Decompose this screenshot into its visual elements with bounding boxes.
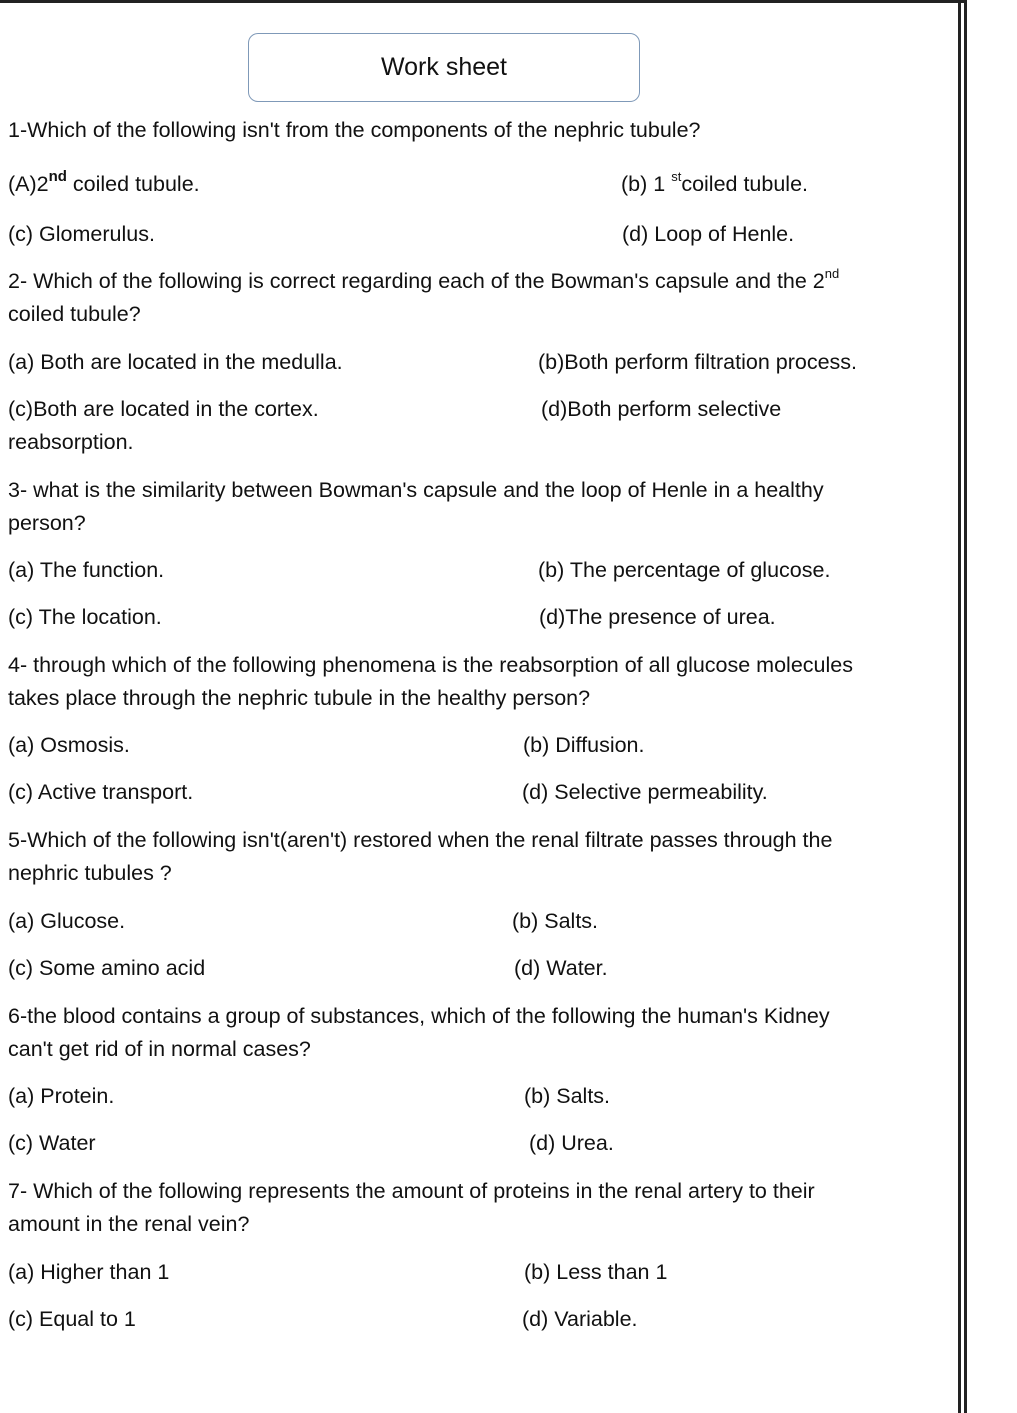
question-2-option-c: (c)Both are located in the cortex. — [8, 397, 319, 421]
question-7-option-b: (b) Less than 1 — [524, 1260, 668, 1284]
question-1-option-c: (c) Glomerulus. — [8, 222, 155, 246]
question-3-option-b: (b) The percentage of glucose. — [538, 558, 831, 582]
question-6-option-c: (c) Water — [8, 1131, 96, 1155]
question-2-text-line-2: coiled tubule? — [8, 302, 141, 326]
page-border-top — [0, 0, 966, 3]
question-7-text-line-2: amount in the renal vein? — [8, 1212, 250, 1236]
question-2-option-d: (d)Both perform selective — [541, 397, 782, 421]
page-border-right-outer — [964, 0, 967, 1413]
question-5-option-c: (c) Some amino acid — [8, 956, 206, 980]
question-1-option-d: (d) Loop of Henle. — [622, 222, 795, 246]
question-1-text: 1-Which of the following isn't from the components of the nephric tubule? — [8, 118, 701, 142]
question-2-option-a: (a) Both are located in the medulla. — [8, 350, 343, 374]
question-1-option-a: (A)2nd coiled tubule. — [8, 167, 200, 196]
question-1-option-b: (b) 1 $^{st}$coiled tubule. — [621, 168, 809, 196]
question-6-option-b: (b) Salts. — [524, 1084, 611, 1108]
question-3-option-a: (a) The function. — [8, 558, 165, 582]
question-7-text-line-1: 7- Which of the following represents the amount of proteins in the renal artery to their — [8, 1179, 815, 1203]
question-3-text-line-1: 3- what is the similarity between Bowman's capsule and the loop of Henle in a healthy — [8, 478, 824, 502]
question-3-option-d: (d)The presence of urea. — [539, 605, 776, 629]
question-5-text-line-2: nephric tubules ? — [8, 861, 172, 885]
page-border-right-inner — [958, 0, 961, 1413]
question-6-option-d: (d) Urea. — [529, 1131, 614, 1155]
question-3-option-c: (c) The location. — [8, 605, 162, 629]
question-6-text-line-1: 6-the blood contains a group of substances, which of the following the human's Kidney — [8, 1004, 830, 1028]
question-4-option-d: (d) Selective permeability. — [522, 780, 768, 804]
worksheet-title-box — [248, 33, 640, 102]
question-7-option-d: (d) Variable. — [522, 1307, 638, 1331]
question-4-option-b: (b) Diffusion. — [523, 733, 645, 757]
question-4-option-a: (a) Osmosis. — [8, 733, 130, 757]
question-6-text-line-2: can't get rid of in normal cases? — [8, 1037, 311, 1061]
question-4-text-line-2: takes place through the nephric tubule in the healthy person? — [8, 686, 591, 710]
question-3-text-line-2: person? — [8, 511, 86, 535]
question-5-text-line-1: 5-Which of the following isn't(aren't) restored when the renal filtrate passes through the — [8, 828, 833, 852]
question-5-option-d: (d) Water. — [514, 956, 608, 980]
question-5-option-a: (a) Glucose. — [8, 909, 126, 933]
question-2-text-line-1: 2- Which of the following is correct regarding each of the Bowman's capsule and the 2nd — [8, 265, 840, 293]
question-7-option-c: (c) Equal to 1 — [8, 1307, 136, 1331]
question-4-option-c: (c) Active transport. — [8, 780, 194, 804]
question-2-option-b: (b)Both perform filtration process. — [538, 350, 858, 374]
question-7-option-a: (a) Higher than 1 — [8, 1260, 170, 1284]
worksheet-title: Work sheet — [381, 53, 507, 81]
question-2-option-d-continued: reabsorption. — [8, 430, 134, 454]
question-4-text-line-1: 4- through which of the following phenomena is the reabsorption of all glucose molecules — [8, 653, 853, 677]
question-6-option-a: (a) Protein. — [8, 1084, 115, 1108]
question-5-option-b: (b) Salts. — [512, 909, 599, 933]
